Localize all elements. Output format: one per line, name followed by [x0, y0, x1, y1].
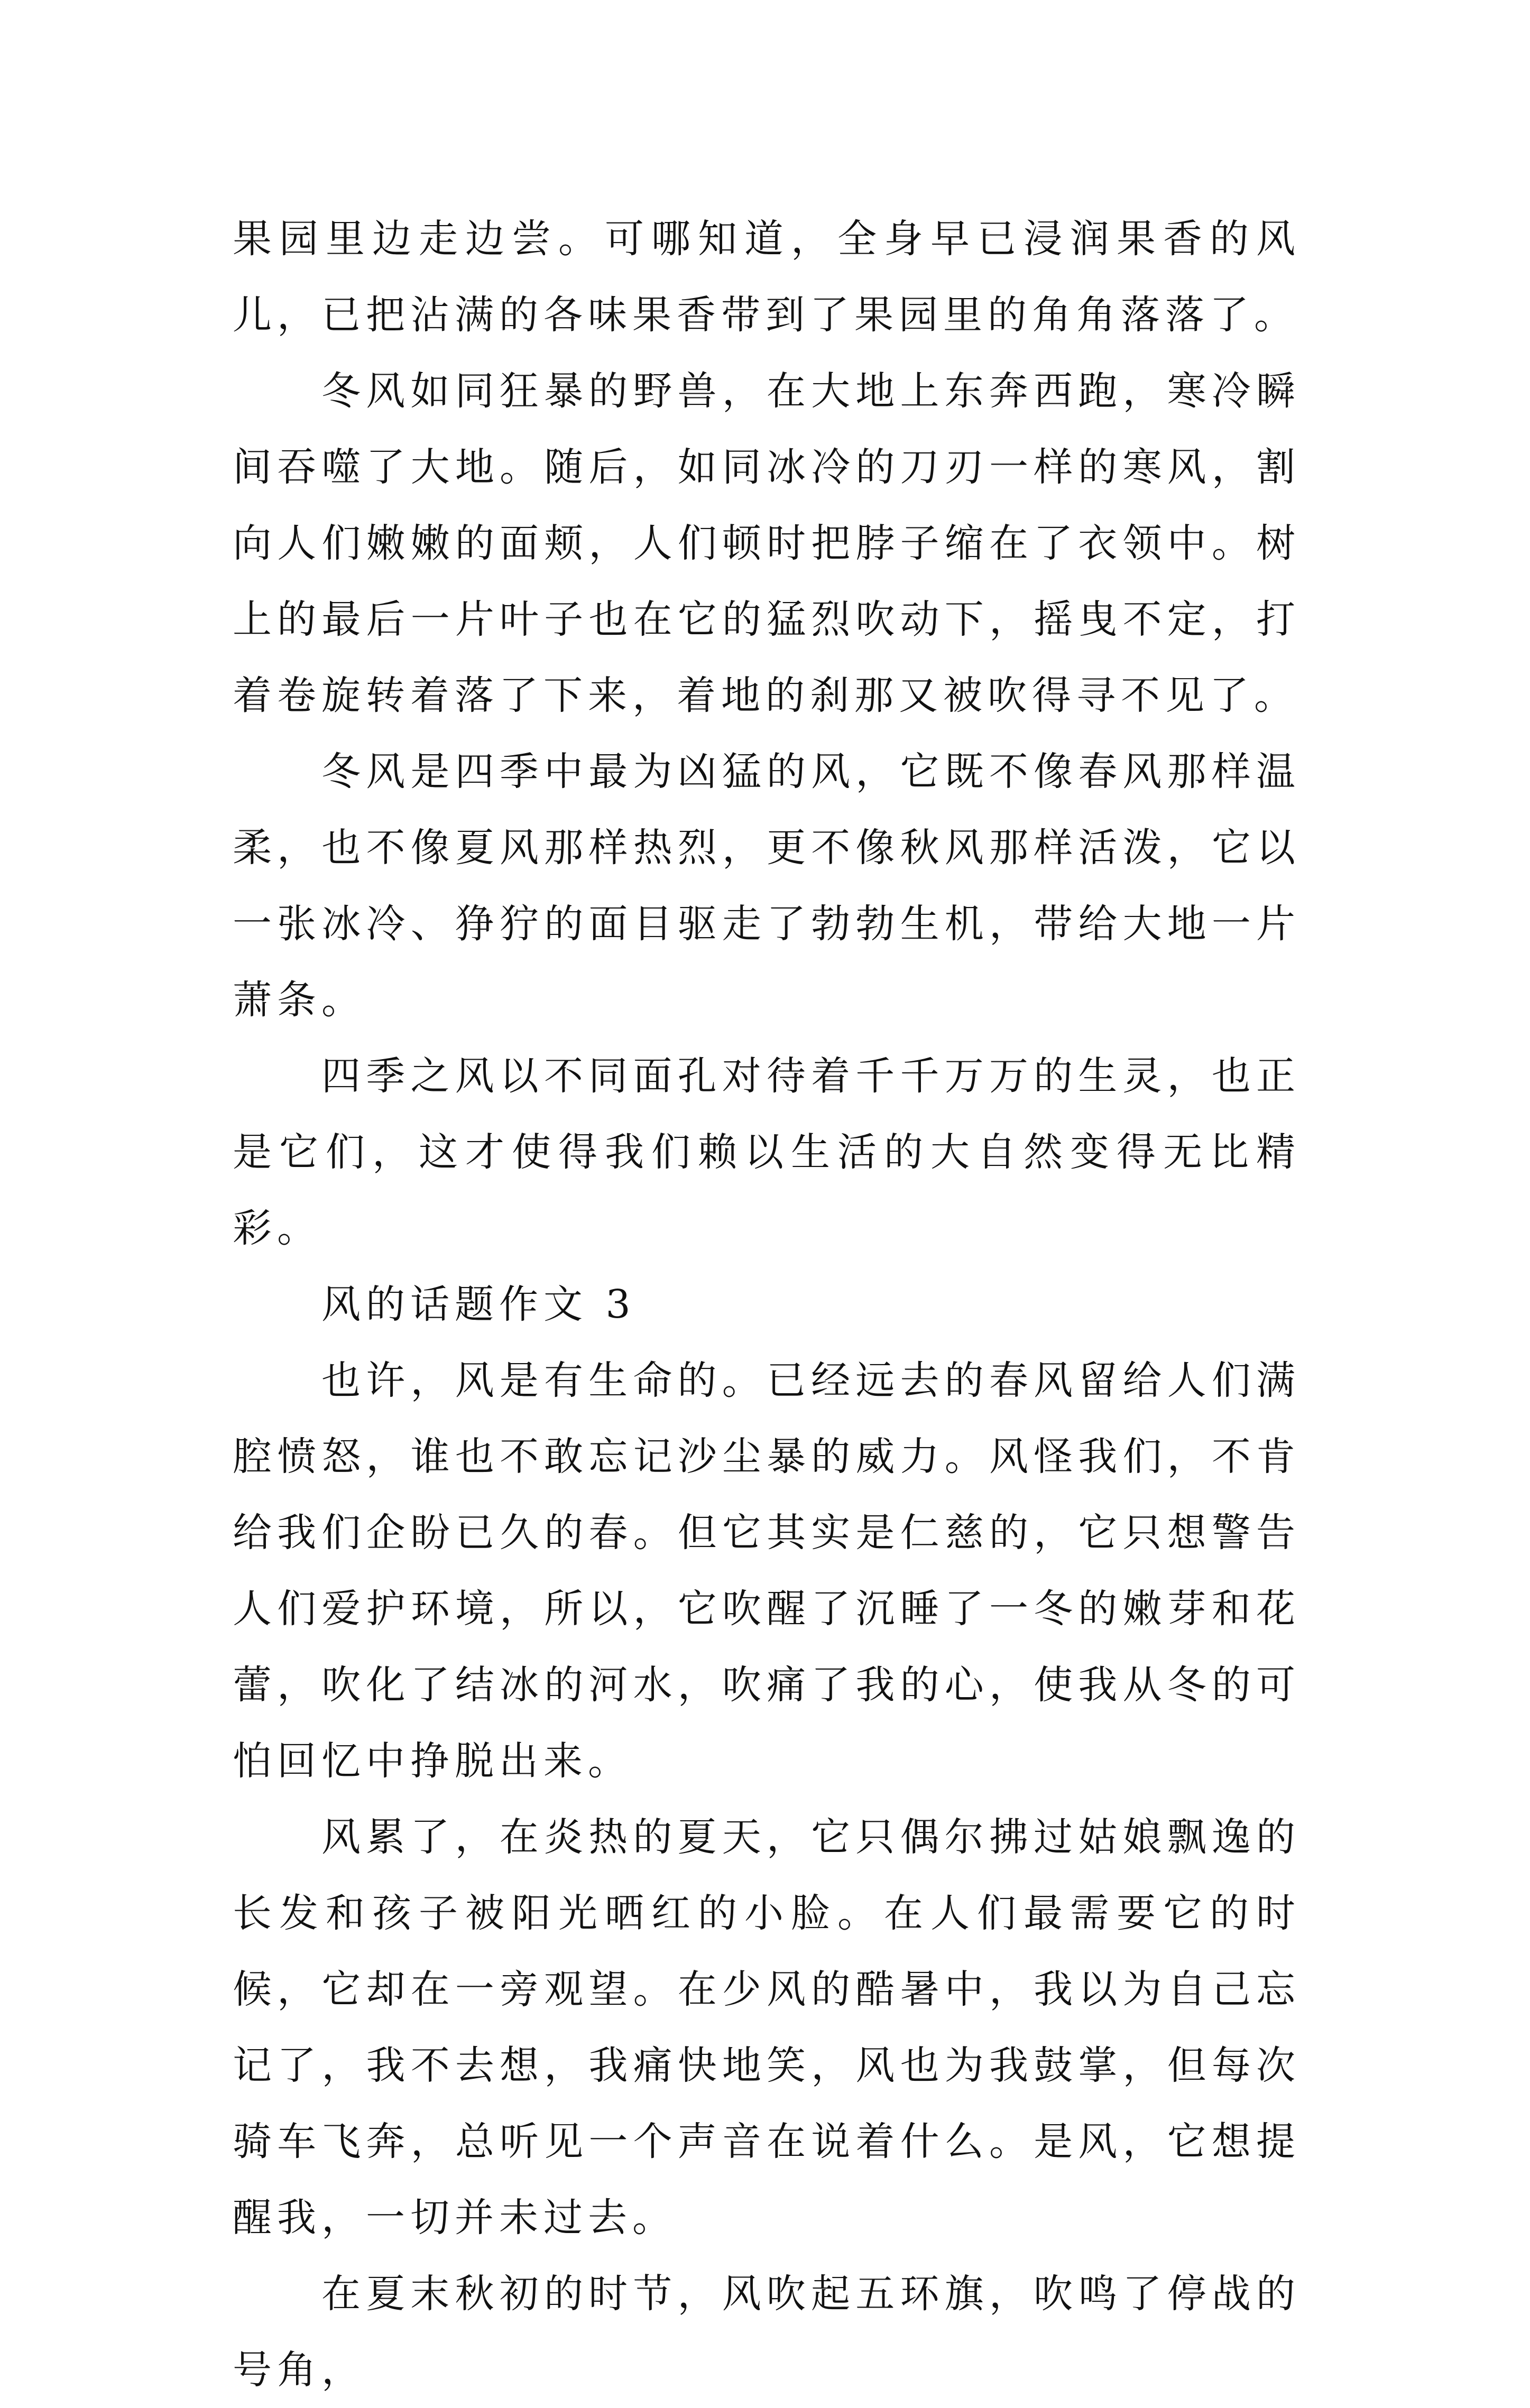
paragraph-1: 果园里边走边尝。可哪知道，全身早已浸润果香的风儿，已把沾满的各味果香带到了果园里的角角落落了。 [233, 216, 1301, 338]
paragraph-2: 冬风如同狂暴的野兽，在大地上东奔西跑，寒冷瞬间吞噬了大地。随后，如同冰冷的刀刃一样的寒风，割向人们嫩嫩的面颊，人们顿时把脖子缩在了衣领中。树上的最后一片叶子也在它的猛烈吹动下，摇曳不定，打着卷旋转着落了下来，着地的刹那又被吹得寻不见了。 [233, 368, 1301, 718]
paragraph-6: 风累了，在炎热的夏天，它只偶尔拂过姑娘飘逸的长发和孩子被阳光晒红的小脸。在人们最需要它的时候，它却在一旁观望。在少风的酷暑中，我以为自己忘记了，我不去想，我痛快地笑，风也为我鼓掌，但每次骑车飞奔，总听见一个声音在说着什么。是风，它想提醒我，一切并未过去。 [233, 1814, 1301, 2240]
paragraph-3: 冬风是四季中最为凶猛的风，它既不像春风那样温柔，也不像夏风那样热烈，更不像秋风那样活泼，它以一张冰冷、狰狞的面目驱走了勃勃生机，带给大地一片萧条。 [233, 749, 1301, 1023]
paragraph-7: 在夏末秋初的时节，风吹起五环旗，吹鸣了停战的号角， [233, 2271, 1301, 2393]
document-body [233, 201, 1301, 2408]
paragraph-4: 四季之风以不同面孔对待着千千万万的生灵，也正是它们，这才使得我们赖以生活的大自然变得无比精彩。 [233, 1053, 1301, 1251]
section-heading: 风的话题作文 3 [321, 1282, 636, 1327]
paragraph-5: 也许，风是有生命的。已经远去的春风留给人们满腔愤怒，谁也不敢忘记沙尘暴的威力。风怪我们，不肯给我们企盼已久的春。但它其实是仁慈的，它只想警告人们爱护环境，所以，它吹醒了沉睡了一冬的嫩芽和花蕾，吹化了结冰的河水，吹痛了我的心，使我从冬的可怕回忆中挣脱出来。 [233, 1358, 1301, 1784]
